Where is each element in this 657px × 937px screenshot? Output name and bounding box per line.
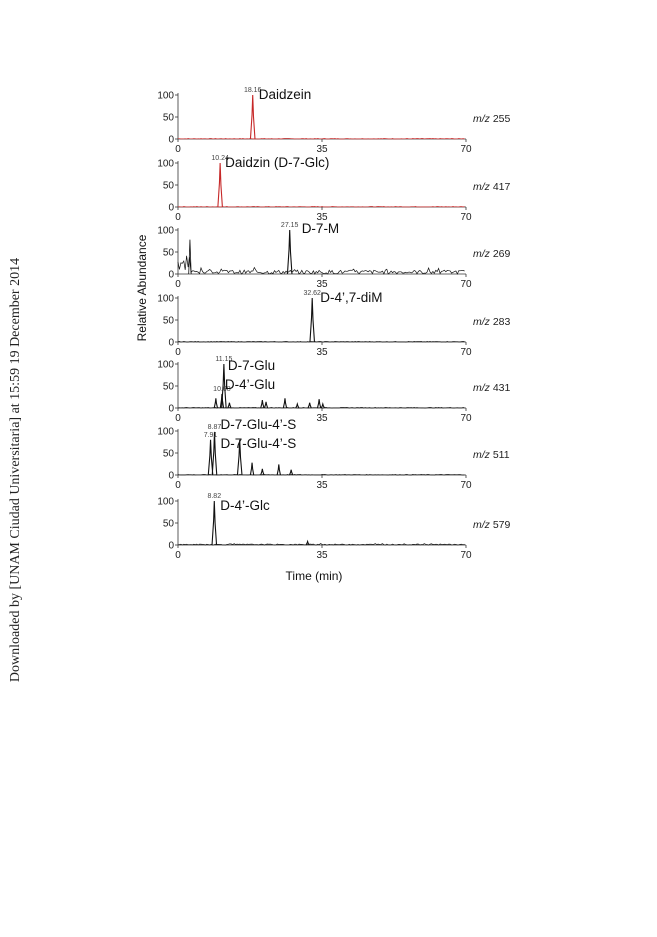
panel-2-x-tick-label: 70 <box>460 279 472 290</box>
panel-6-compound-label: D-4’-Glc <box>220 498 270 513</box>
panel-3 <box>157 290 510 358</box>
panel-4-mz-label: m/z 431 <box>473 382 511 394</box>
panel-5-peak-label: 7.91 <box>203 431 218 439</box>
panel-2-y-tick-label: 100 <box>157 225 174 237</box>
panel-6-x-tick-label: 0 <box>175 550 181 561</box>
panel-6-peak <box>212 501 217 545</box>
panel-2-y-tick-label: 0 <box>168 269 174 281</box>
panel-5-peak-label: 8.87 <box>207 423 222 431</box>
panel-6-y-tick-label: 0 <box>168 540 174 552</box>
panel-6-y-tick-label: 100 <box>157 496 174 508</box>
panel-5-y-tick-label: 50 <box>162 448 174 460</box>
panel-2-mz-label: m/z 269 <box>473 248 511 260</box>
panel-3-mz-label: m/z 283 <box>473 316 511 328</box>
panel-2-x-tick-label: 0 <box>175 279 181 290</box>
panel-3-peak-label: 32.62 <box>303 290 321 297</box>
panel-3-y-tick-label: 0 <box>168 337 174 349</box>
panel-1-x-tick-label: 0 <box>175 212 181 223</box>
panel-4-peak <box>228 403 231 408</box>
panel-4-peak <box>321 404 324 408</box>
panel-1-x-tick-label: 35 <box>316 212 328 223</box>
panel-3-y-tick-label: 50 <box>162 315 174 327</box>
panel-1-y-tick-label: 50 <box>162 180 174 192</box>
panel-4-x-tick-label: 70 <box>460 413 472 424</box>
panel-2-y-tick-label: 50 <box>162 247 174 259</box>
panel-1 <box>157 155 510 223</box>
panel-6-peak-label: 8.82 <box>207 493 222 500</box>
panel-1-peak-label: 10.24 <box>211 155 229 162</box>
panel-0-x-tick-label: 35 <box>316 144 328 155</box>
panel-4-peak <box>264 402 267 408</box>
panel-4-y-tick-label: 50 <box>162 381 174 393</box>
panel-0-y-tick-label: 50 <box>162 112 174 124</box>
panel-4 <box>157 356 510 424</box>
panel-4-y-tick-label: 0 <box>168 403 174 415</box>
panel-0-y-tick-label: 100 <box>157 90 174 102</box>
panel-2 <box>157 221 510 290</box>
panel-6 <box>157 493 510 561</box>
panel-0-x-tick-label: 70 <box>460 144 472 155</box>
panel-2-trace <box>178 256 465 274</box>
y-axis-title: Relative Abundance <box>135 234 149 342</box>
panel-2-peak <box>287 230 292 274</box>
panel-6-x-tick-label: 70 <box>460 550 472 561</box>
panel-4-peak <box>261 400 264 408</box>
panel-3-x-tick-label: 70 <box>460 347 472 358</box>
panel-2-compound-label: D-7-M <box>301 221 340 236</box>
panel-4-peak <box>214 398 217 408</box>
panel-0-peak <box>250 95 255 139</box>
panel-4-peak <box>283 398 286 408</box>
panel-1-compound-label: Daidzin (D-7-Glc) <box>225 155 330 170</box>
panel-4-compound-label: D-7-Glu <box>227 358 276 373</box>
panel-0 <box>157 87 510 155</box>
panel-0-y-tick-label: 0 <box>168 134 174 146</box>
panel-3-peak <box>310 298 315 342</box>
panel-3-y-tick-label: 100 <box>157 293 174 305</box>
panel-1-peak <box>218 163 223 207</box>
panel-4-peak-label: 10.68 <box>213 385 231 393</box>
panel-3-x-tick-label: 0 <box>175 347 181 358</box>
panel-4-x-tick-label: 0 <box>175 413 181 424</box>
panel-4-peak <box>308 403 311 408</box>
panel-5-peak <box>289 470 292 475</box>
panel-1-mz-label: m/z 417 <box>473 181 511 193</box>
panel-5-compound-label-2: D-7-Glu-4’-S <box>220 436 297 451</box>
panel-4-x-tick-label: 35 <box>316 413 328 424</box>
panel-5-y-tick-label: 100 <box>157 426 174 438</box>
panel-2-peak-label: 27.15 <box>280 222 299 229</box>
panel-4-compound-label-2: D-4’-Glu <box>224 377 276 392</box>
panel-4-peak <box>296 404 299 408</box>
panel-0-mz-label: m/z 255 <box>473 113 511 125</box>
panel-5-compound-label: D-7-Glu-4’-S <box>220 417 297 432</box>
panel-4-peak-label: 11.15 <box>215 356 233 363</box>
panel-5-peak <box>208 440 213 475</box>
panel-5-peak <box>261 469 264 475</box>
panel-5 <box>157 417 509 491</box>
panel-5-x-tick-label: 0 <box>175 480 181 491</box>
panel-6-y-tick-label: 50 <box>162 518 174 530</box>
panel-3-compound-label: D-4’,7-diM <box>320 290 383 305</box>
panel-3-x-tick-label: 35 <box>316 347 328 358</box>
panel-6-mz-label: m/z 579 <box>473 519 511 531</box>
panel-5-peak <box>250 463 253 475</box>
panel-1-trace <box>178 207 465 208</box>
panel-1-y-tick-label: 0 <box>168 202 174 214</box>
download-watermark-text: Downloaded by [UNAM Ciudad Universitaria] at 15:59 19 December 2014 <box>8 257 23 683</box>
panel-1-x-tick-label: 70 <box>460 212 472 223</box>
panel-5-y-tick-label: 0 <box>168 470 174 482</box>
panel-5-mz-label: m/z 511 <box>473 449 510 461</box>
panel-1-y-tick-label: 100 <box>157 158 174 170</box>
panel-0-x-tick-label: 0 <box>175 144 181 155</box>
panel-4-y-tick-label: 100 <box>157 359 174 371</box>
panel-4-peak <box>317 399 320 408</box>
panel-2-x-tick-label: 35 <box>316 279 328 290</box>
panel-2-noise-spike <box>189 240 191 274</box>
panel-5-x-tick-label: 70 <box>460 480 472 491</box>
x-axis-title: Time (min) <box>285 569 343 583</box>
panel-0-compound-label: Daidzein <box>258 87 312 102</box>
panel-6-x-tick-label: 35 <box>316 550 328 561</box>
panel-5-peak <box>277 464 280 475</box>
panel-0-peak-label: 18.16 <box>243 87 262 94</box>
panel-5-x-tick-label: 35 <box>316 480 328 491</box>
